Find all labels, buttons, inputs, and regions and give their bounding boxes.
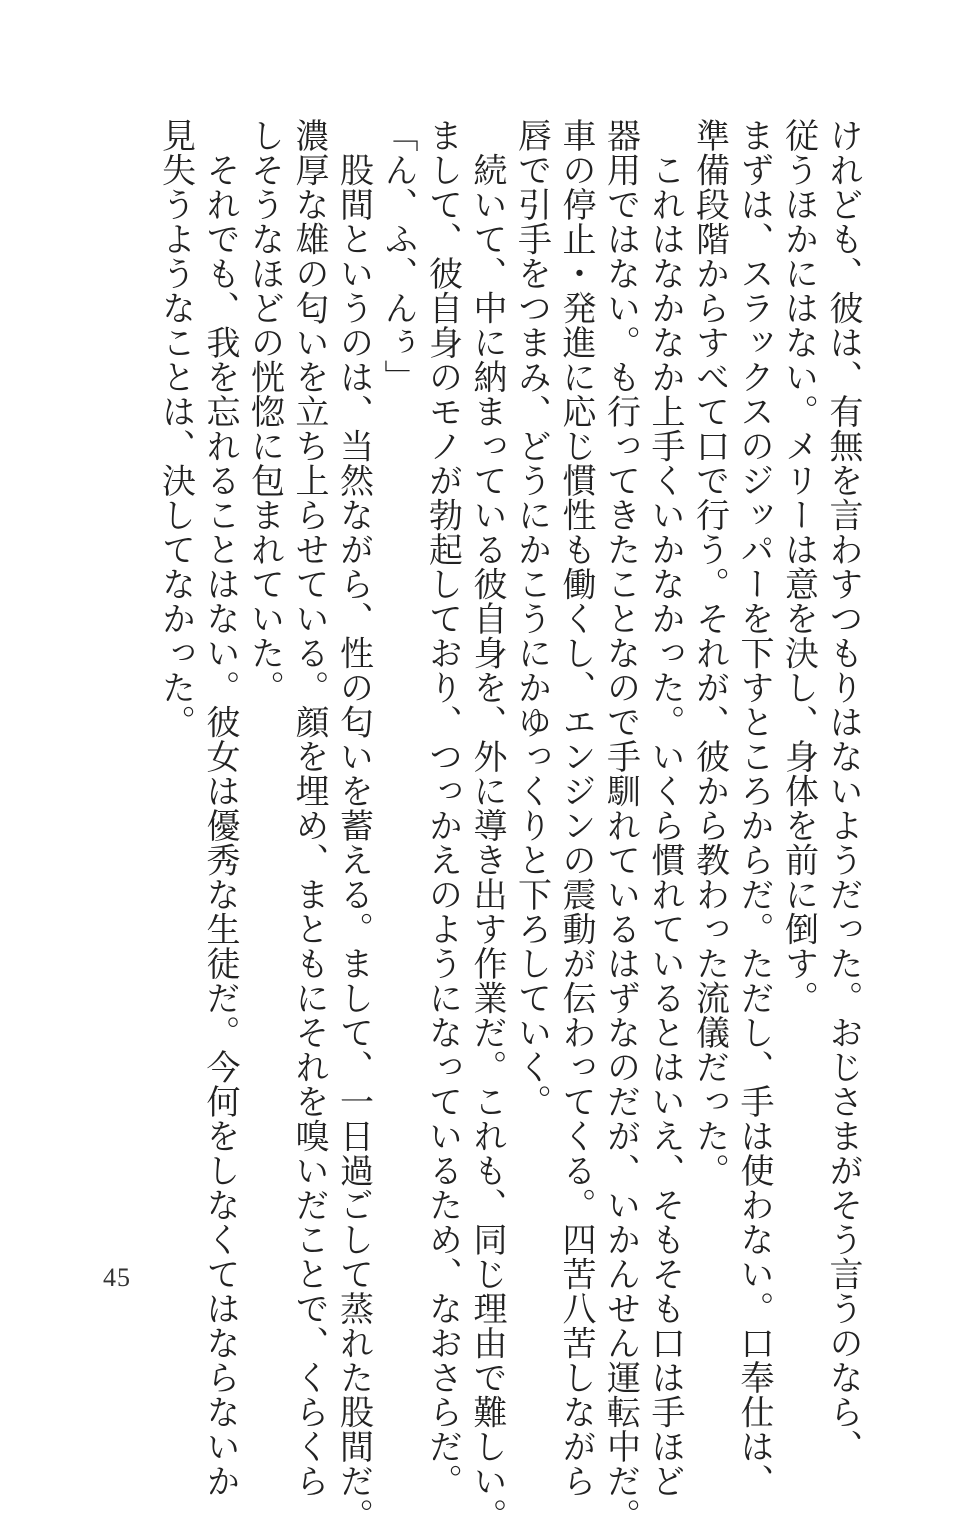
vertical-text-body	[153, 118, 865, 1533]
text-line: それでも、我を忘れることはない。彼女は優秀な生徒だ。今何をしなくてはならないか	[200, 118, 240, 1498]
text-line: これはなかなか上手くいかなかった。いくら慣れているとはいえ、そもそも口は手ほど	[645, 118, 685, 1498]
text-line: 準備段階からすべて口で行う。それが、彼から教わった流儀だった。	[689, 118, 730, 1188]
text-line: 唇で引手をつまみ、どうにかこうにかゆっくりと下ろしていく。	[511, 118, 552, 1119]
page-number: 45	[103, 1263, 131, 1292]
text-line: まして、彼自身のモノが勃起しており、つっかえのようになっているため、なおさらだ。	[422, 118, 463, 1498]
text-line: 車の停止・発進に応じ慣性も働くし、エンジンの震動が伝わってくる。四苦八苦しながら	[556, 118, 596, 1498]
text-line: 股間というのは、当然ながら、性の匂いを蓄える。まして、一日過ごして蒸れた股間だ。	[333, 118, 374, 1533]
text-line: 濃厚な雄の匂いを立ち上らせている。顔を埋め、まともにそれを嗅いだことで、くらくら	[289, 118, 329, 1498]
text-line: けれども、彼は、有無を言わすつもりはないようだった。おじさまがそう言うのなら、	[823, 118, 863, 1464]
text-line: 器用ではない。も行ってきたことなので手馴れているはずなのだが、いかんせん運転中だ。	[600, 118, 641, 1533]
text-line: 続いて、中に納まっている彼自身を、外に導き出す作業だ。これも、同じ理由で難しい。	[467, 118, 507, 1533]
text-line: 「ん、ふ、んぅ」	[378, 118, 418, 394]
text-line: まずは、スラックスのジッパーを下すところからだ。ただし、手は使わない。口奉仕は、	[734, 118, 774, 1498]
text-line: 見失うようなことは、決してなかった。	[155, 118, 196, 739]
text-line: 従うほかにはない。メリーは意を決し、身体を前に倒す。	[778, 118, 819, 1015]
text-line: しそうなほどの恍惚に包まれていた。	[244, 118, 285, 705]
